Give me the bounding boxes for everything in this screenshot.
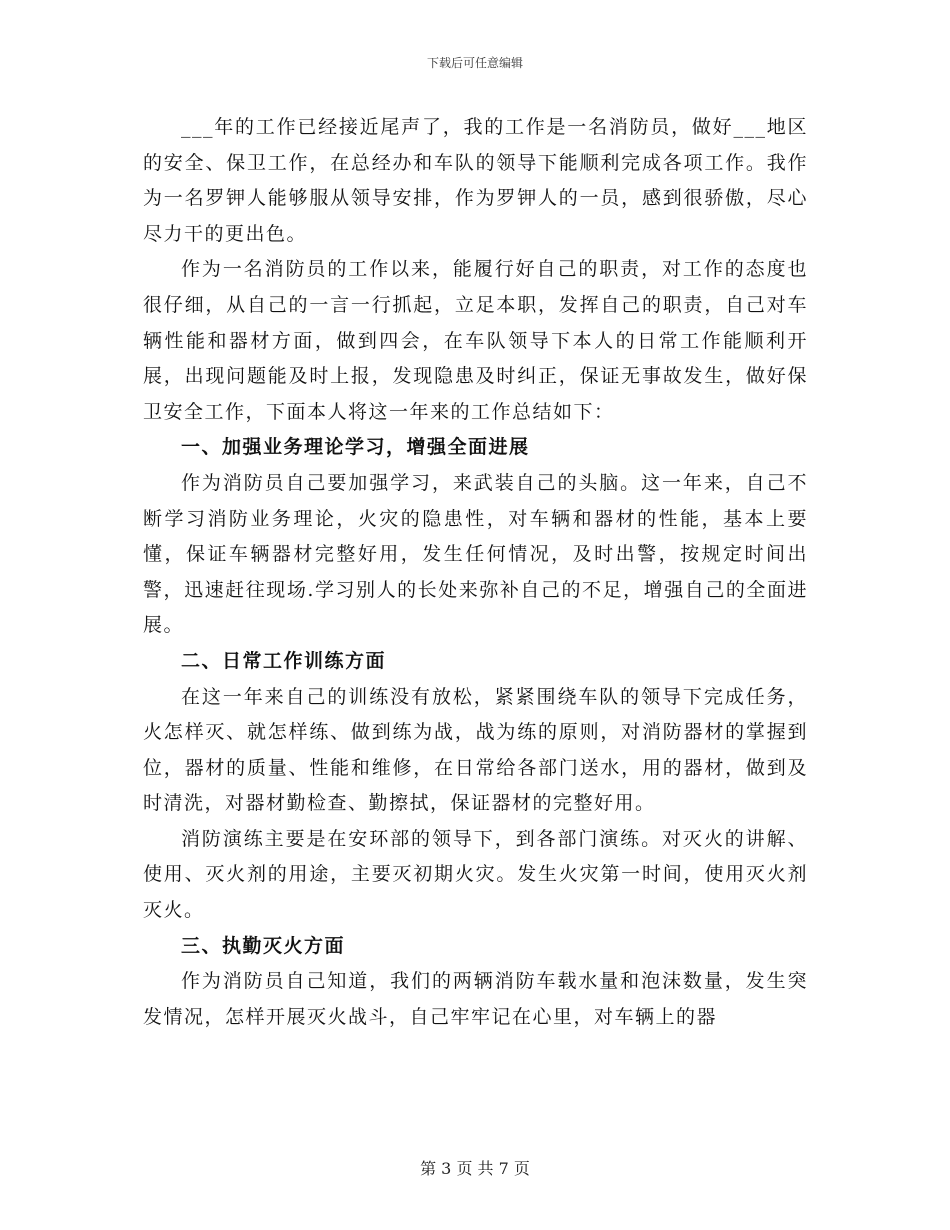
paragraph-drills: 消防演练主要是在安环部的领导下，到各部门演练。对灭火的讲解、使用、灭火剂的用途，主要灭初期火灾。发生火灾第一时间，使用灭火剂灭火。 [143,827,808,922]
page-number: 第 3 页 共 7 页 [420,1159,530,1178]
page-header-note: 下载后可任意编辑 [426,56,523,70]
document-body [143,110,808,1035]
paragraph-duties: 作为一名消防员的工作以来，能履行好自己的职责，对工作的态度也很仔细，从自己的一言一行抓起，立足本职，发挥自己的职责，自己对车辆性能和器材方面，做到四会，在车队领导下本人的日常工作能顺利开展，出现问题能及时上报，发现隐患及时纠正，保证无事故发生，做好保卫安全工作，下面本人将这一年来的工作总结如下： [143,258,808,423]
section-heading-2: 二、日常工作训练方面 [181,649,387,672]
paragraph-study: 作为消防员自己要加强学习，来武装自己的头脑。这一年来，自己不断学习消防业务理论，火灾的隐患性，对车辆和器材的性能，基本上要懂，保证车辆器材完整好用，发生任何情况，及时出警，按规定时间出警，迅速赶往现场.学习别人的长处来弥补自己的不足，增强自己的全面进展。 [143,471,808,637]
paragraph-intro: ___年的工作已经接近尾声了，我的工作是一名消防员，做好___地区的安全、保卫工作，在总经办和车队的领导下能顺利完成各项工作。我作为一名罗钾人能够服从领导安排，作为罗钾人的一员，感到很骄傲，尽心尽力干的更出色。 [143,116,808,245]
section-heading-1: 一、加强业务理论学习，增强全面进展 [181,436,530,459]
paragraph-firefighting: 作为消防员自己知道，我们的两辆消防车载水量和泡沫数量，发生突发情况，怎样开展灭火战斗，自己牢牢记在心里，对车辆上的器 [143,970,808,1028]
section-heading-3: 三、执勤灭火方面 [181,934,346,957]
paragraph-training: 在这一年来自己的训练没有放松，紧紧围绕车队的领导下完成任务，火怎样灭、就怎样练、做到练为战，战为练的原则，对消防器材的掌握到位，器材的质量、性能和维修，在日常给各部门送水，用的器材，做到及时清洗，对器材勤检查、勤擦拭，保证器材的完整好用。 [143,685,808,815]
